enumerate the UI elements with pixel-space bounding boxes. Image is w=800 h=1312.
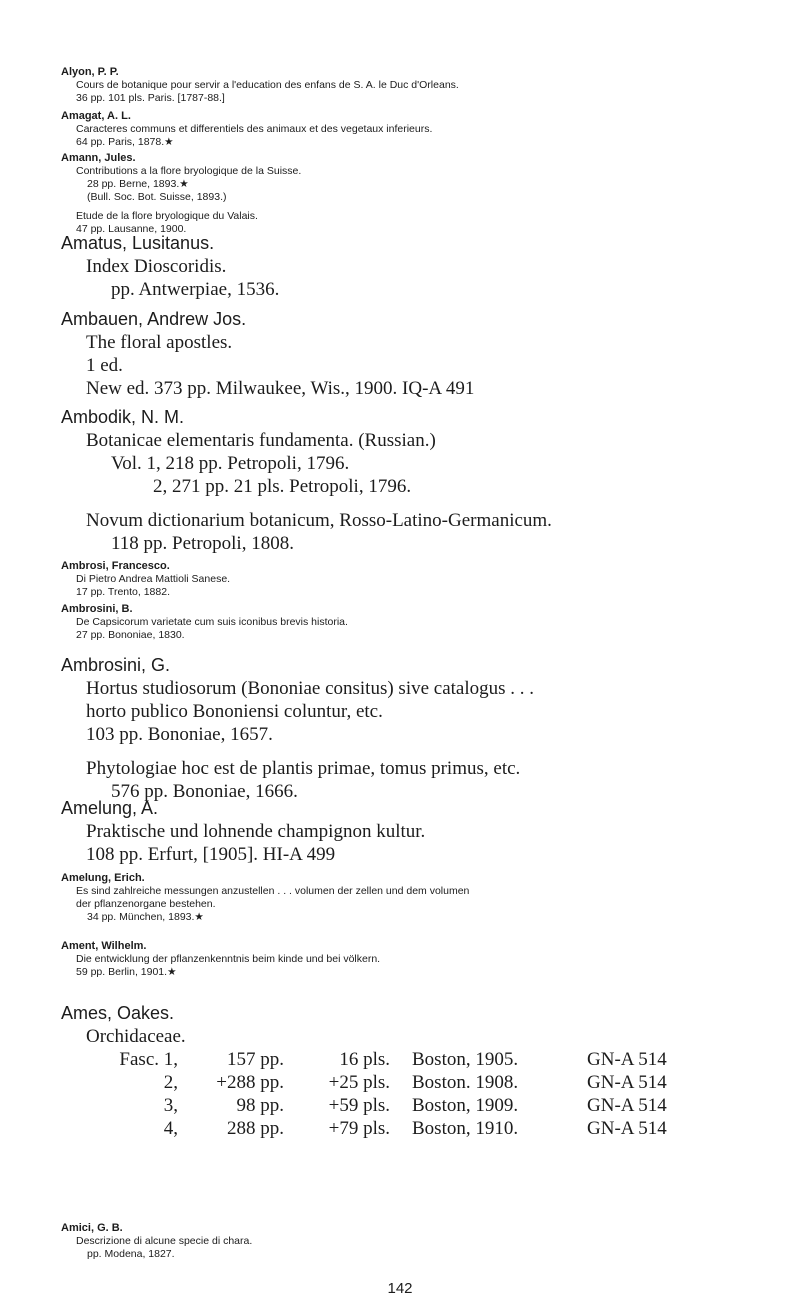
entry-title: Contributions a la flore bryologique de la Suisse. [76,165,302,177]
entry-volume: 2, 271 pp. 21 pls. Petropoli, 1796. [153,476,412,497]
fascicle-plates: 16 pls. [339,1049,390,1070]
entry-imprint: pp. Modena, 1827. [87,1248,175,1260]
entry-edition: 1 ed. [86,355,123,376]
fascicle-number: 3, [163,1095,178,1116]
fascicle-row [61,1048,780,1071]
entry-imprint: 36 pp. 101 pls. Paris. [1787-88.] [76,92,225,104]
fascicle-number: 2, [163,1072,178,1093]
entry-ambrosini-b [61,603,780,642]
entry-imprint: 108 pp. Erfurt, [1905]. HI-A 499 [86,844,336,865]
entry-amatus [61,232,780,301]
entry-volume: Vol. 1, 218 pp. Petropoli, 1796. [111,453,350,474]
entry-imprint: 103 pp. Bononiae, 1657. [86,724,273,745]
entry-amann [61,152,780,236]
fascicle-row [61,1094,780,1117]
entry-ambrosi [61,560,780,599]
entry-author: Amagat, A. L. [61,110,131,122]
call-number: GN-A 514 [587,1072,667,1093]
fascicle-pages: 98 pp. [236,1095,284,1116]
fascicle-number: 4, [163,1118,178,1139]
entry-imprint: 17 pp. Trento, 1882. [76,586,170,598]
entry-ames [61,1002,780,1140]
fascicle-imprint: Boston, 1905. [412,1049,519,1070]
entry-imprint: 47 pp. Lausanne, 1900. [76,223,187,235]
fascicle-imprint: Boston. 1908. [412,1072,519,1093]
call-number: GN-A 514 [587,1049,667,1070]
entry-alyon [61,66,780,105]
entry-imprint: New ed. 373 pp. Milwaukee, Wis., 1900. IQ-A 491 [86,378,475,399]
entry-amelung-erich [61,872,780,924]
entry-title-continued: der pflanzenorgane bestehen. [76,898,216,910]
entry-title: Es sind zahlreiche messungen anzustellen . . . volumen der zellen und dem volumen [76,885,470,897]
fascicle-pages: +288 pp. [216,1072,284,1093]
entry-author: Amici, G. B. [61,1222,123,1234]
fascicle-plates: +59 pls. [328,1095,390,1116]
fascicle-plates: +25 pls. [328,1072,390,1093]
entry-title: Etude de la flore bryologique du Valais. [76,210,258,222]
entry-imprint: 27 pp. Bononiae, 1830. [76,629,185,641]
entry-title: Cours de botanique pour servir a l'education des enfans de S. A. le Duc d'Orleans. [76,79,459,91]
call-number: GN-A 514 [587,1118,667,1139]
entry-author: Amelung, Erich. [61,872,145,884]
entry-title: Praktische und lohnende champignon kultur. [86,821,426,842]
entry-title: Die entwicklung der pflanzenkenntnis beim kinde und bei völkern. [76,953,381,965]
entry-author: Ambrosini, B. [61,603,133,615]
entry-imprint: 576 pp. Bononiae, 1666. [111,781,298,802]
entry-amagat [61,110,780,149]
entry-imprint: 59 pp. Berlin, 1901.★ [76,966,177,978]
entry-author: Amelung, A. [61,798,159,818]
entry-ament [61,940,780,979]
entry-imprint: pp. Antwerpiae, 1536. [111,279,280,300]
entry-ambodik [61,406,780,555]
fascicle-imprint: Boston, 1910. [412,1118,519,1139]
entry-title: Botanicae elementaris fundamenta. (Russian.) [86,430,436,451]
entry-author: Amann, Jules. [61,152,136,164]
fascicle-number: Fasc. 1, [119,1049,178,1070]
entry-ambauen [61,308,780,400]
entry-title: The floral apostles. [86,332,233,353]
entry-ambrosini-g [61,654,780,803]
entry-title: Di Pietro Andrea Mattioli Sanese. [76,573,231,585]
entry-imprint: 34 pp. München, 1893.★ [87,911,204,923]
fascicle-pages: 157 pp. [227,1049,284,1070]
entry-title: Caracteres communs et differentiels des animaux et des vegetaux inferieurs. [76,123,433,135]
call-number: GN-A 514 [587,1095,667,1116]
entry-title: Novum dictionarium botanicum, Rosso-Latino-Germanicum. [86,510,552,531]
entry-title-continued: horto publico Bononiensi coluntur, etc. [86,701,383,722]
entry-title: Orchidaceae. [86,1026,186,1047]
entry-imprint: 28 pp. Berne, 1893.★ [87,178,189,190]
entry-author: Amatus, Lusitanus. [61,233,215,253]
entry-title: Descrizione di alcune specie di chara. [76,1235,253,1247]
entry-author: Alyon, P. P. [61,66,119,78]
fascicle-row [61,1071,780,1094]
entry-note: (Bull. Soc. Bot. Suisse, 1893.) [87,191,227,203]
entry-amici [61,1222,780,1261]
entry-author: Ames, Oakes. [61,1003,175,1023]
entry-title: Hortus studiosorum (Bononiae consitus) sive catalogus . . . [86,678,535,699]
fascicle-pages: 288 pp. [227,1118,284,1139]
entry-author: Ambrosi, Francesco. [61,560,170,572]
entry-imprint: 64 pp. Paris, 1878.★ [76,136,174,148]
entry-author: Ambauen, Andrew Jos. [61,309,247,329]
entry-title: Index Dioscoridis. [86,256,227,277]
page-number: 142 [387,1280,413,1297]
entry-author: Ambrosini, G. [61,655,171,675]
entry-author: Ambodik, N. M. [61,407,185,427]
entry-title: Phytologiae hoc est de plantis primae, tomus primus, etc. [86,758,521,779]
entry-imprint: 118 pp. Petropoli, 1808. [111,533,294,554]
fascicle-plates: +79 pls. [328,1118,390,1139]
fascicle-row [61,1117,780,1140]
entry-author: Ament, Wilhelm. [61,940,147,952]
entry-amelung-a [61,797,780,866]
fascicle-imprint: Boston, 1909. [412,1095,519,1116]
entry-title: De Capsicorum varietate cum suis iconibus brevis historia. [76,616,348,628]
